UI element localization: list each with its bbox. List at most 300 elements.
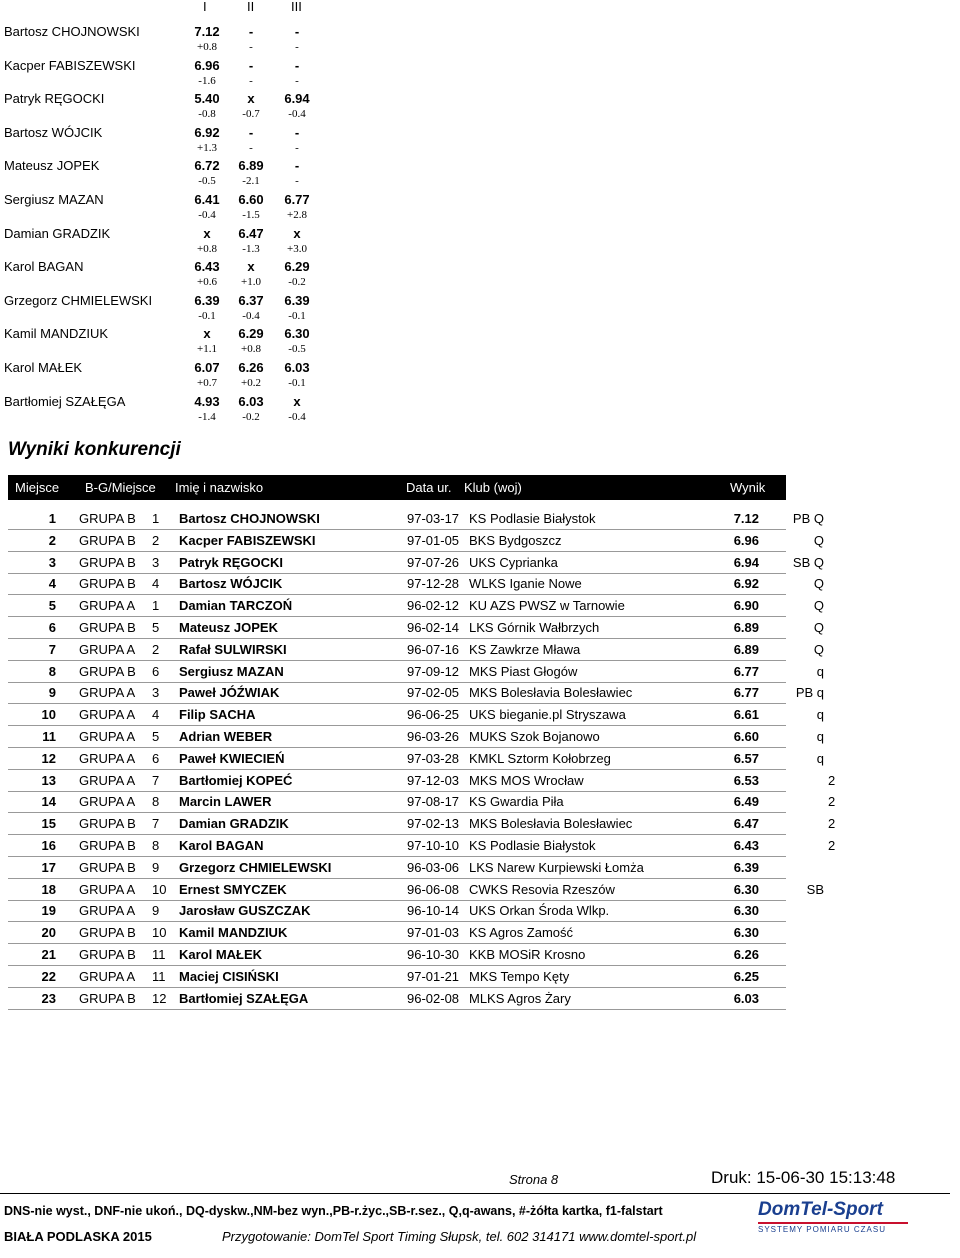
cell-dob: 97-02-05 — [407, 685, 460, 701]
cell-group: GRUPA B — [79, 859, 136, 875]
cell-note: Q — [813, 532, 824, 548]
attempt-wind: -0.2 — [242, 410, 260, 423]
cell-club: MLKS Agros Żary — [469, 990, 571, 1006]
cell-dob: 96-02-08 — [407, 990, 460, 1006]
cell-dob: 97-10-10 — [407, 838, 460, 853]
attempt-header-2: II — [247, 0, 255, 14]
attempt-wind: -0.4 — [288, 410, 306, 423]
cell-note: PB Q — [792, 511, 824, 526]
attempt-mark: 6.30 — [284, 326, 310, 342]
cell-group: GRUPA B — [79, 663, 136, 679]
cell-result: 6.60 — [733, 729, 759, 744]
cell-note: q — [816, 750, 824, 766]
attempt-athlete-name: Karol MAŁEK — [4, 360, 83, 375]
cell-result: 6.96 — [733, 532, 759, 548]
section-title: Wyniki konkurencji — [8, 439, 181, 460]
attempt-wind: -0.5 — [288, 343, 306, 356]
cell-place: 8 — [48, 663, 56, 679]
attempt-mark: 4.93 — [194, 393, 220, 409]
attempt-mark: 7.12 — [194, 24, 220, 39]
attempt-wind: +0.8 — [197, 242, 217, 255]
cell-group: GRUPA B — [79, 532, 136, 548]
attempt-mark: x — [247, 91, 255, 107]
table-row — [8, 944, 786, 966]
cell-place: 3 — [48, 554, 56, 570]
attempt-mark: 6.37 — [238, 292, 264, 308]
attempt-header-1: I — [203, 0, 207, 14]
cell-group: GRUPA B — [79, 576, 136, 592]
attempt-wind: +1.3 — [197, 141, 217, 154]
cell-name: Kamil MANDZIUK — [179, 925, 288, 941]
logo-subtext: SYSTEMY POMIARU CZASU — [758, 1225, 886, 1234]
cell-place: 1 — [48, 511, 56, 526]
cell-group: GRUPA A — [79, 729, 136, 744]
table-row — [8, 704, 824, 726]
attempt-wind: - — [249, 74, 253, 87]
cell-dob: 97-02-13 — [407, 816, 460, 832]
cell-gp: 9 — [152, 859, 160, 875]
table-row — [8, 791, 836, 813]
cell-pts: 2 — [828, 772, 836, 788]
cell-club: WLKS Iganie Nowe — [469, 576, 582, 592]
attempt-athlete-name: Mateusz JOPEK — [4, 158, 100, 174]
attempt-wind: -1.6 — [198, 74, 216, 87]
cell-gp: 3 — [152, 554, 160, 570]
cell-gp: 10 — [152, 925, 167, 941]
cell-result: 7.12 — [733, 511, 759, 526]
cell-name: Bartosz CHOJNOWSKI — [179, 511, 320, 526]
attempt-wind: -1.3 — [242, 242, 260, 255]
footer-rule-top — [0, 1193, 950, 1194]
cell-pts: 2 — [828, 816, 836, 832]
cell-result: 6.25 — [733, 968, 759, 984]
cell-group: GRUPA A — [79, 750, 136, 766]
cell-gp: 6 — [152, 750, 160, 766]
header-name: Imię i nazwisko — [175, 480, 264, 495]
cell-gp: 1 — [152, 511, 160, 526]
cell-name: Bartłomiej SZAŁĘGA — [179, 990, 309, 1006]
attempt-wind: +0.8 — [241, 343, 261, 356]
attempt-mark: x — [247, 259, 255, 275]
attempt-mark: x — [293, 225, 301, 241]
header-dob: Data ur. — [406, 480, 452, 495]
cell-club: KMKL Sztorm Kołobrzeg — [469, 750, 611, 766]
attempt-mark: 6.41 — [194, 192, 220, 207]
attempt-athlete-name: Patryk RĘGOCKI — [4, 91, 105, 107]
cell-result: 6.77 — [733, 685, 759, 701]
cell-place: 23 — [41, 990, 56, 1006]
table-row — [8, 879, 824, 901]
attempt-mark: 6.96 — [194, 57, 220, 73]
table-row — [8, 922, 786, 944]
cell-gp: 4 — [152, 707, 160, 723]
cell-club: MUKS Szok Bojanowo — [469, 729, 600, 744]
cell-name: Paweł KWIECIEŃ — [179, 750, 285, 766]
attempt-mark: 6.47 — [238, 225, 264, 241]
cell-group: GRUPA A — [79, 641, 136, 657]
table-row — [8, 552, 824, 574]
cell-result: 6.49 — [733, 794, 759, 810]
cell-name: Patryk RĘGOCKI — [179, 554, 284, 570]
cell-gp: 5 — [152, 729, 160, 744]
cell-name: Grzegorz CHMIELEWSKI — [179, 859, 332, 875]
cell-club: LKS Narew Kurpiewski Łomża — [469, 859, 644, 875]
attempt-athlete-name: Bartosz CHOJNOWSKI — [4, 24, 140, 39]
attempt-wind: -0.1 — [288, 377, 306, 389]
attempt-wind: -0.4 — [242, 309, 260, 322]
logo-underline — [758, 1222, 908, 1224]
cell-result: 6.94 — [733, 554, 759, 570]
cell-result: 6.26 — [733, 947, 759, 962]
attempt-mark: 6.72 — [194, 158, 220, 174]
table-row — [8, 661, 824, 683]
cell-place: 4 — [48, 576, 56, 592]
attempt-mark: 6.29 — [284, 259, 310, 275]
table-row — [8, 639, 824, 661]
attempt-wind: - — [249, 141, 253, 154]
cell-place: 17 — [41, 859, 56, 875]
cell-dob: 96-02-14 — [407, 620, 460, 635]
cell-place: 21 — [41, 947, 56, 962]
cell-gp: 2 — [152, 532, 160, 548]
cell-club: KKB MOSiR Krosno — [469, 947, 586, 962]
attempt-mark: 6.39 — [284, 292, 310, 308]
cell-result: 6.89 — [733, 620, 759, 635]
cell-place: 15 — [41, 816, 56, 832]
cell-group: GRUPA A — [79, 685, 136, 701]
cell-note: Q — [813, 641, 824, 657]
cell-name: Bartosz WÓJCIK — [179, 576, 283, 592]
cell-group: GRUPA B — [79, 554, 136, 570]
attempt-wind: +0.7 — [197, 377, 217, 389]
cell-place: 10 — [41, 707, 56, 723]
attempt-mark: 6.26 — [238, 360, 264, 375]
cell-name: Karol MAŁEK — [179, 947, 263, 962]
attempt-mark: 6.39 — [194, 292, 220, 308]
cell-gp: 11 — [152, 947, 166, 962]
cell-note: q — [816, 729, 824, 744]
cell-gp: 10 — [152, 881, 167, 897]
cell-club: MKS Tempo Kęty — [469, 968, 570, 984]
cell-dob: 97-03-17 — [407, 511, 460, 526]
cell-club: KS Gwardia Piła — [469, 794, 564, 810]
attempt-mark: 6.77 — [284, 192, 310, 207]
attempt-mark: 6.03 — [238, 393, 264, 409]
attempt-wind: - — [249, 41, 253, 53]
cell-dob: 97-07-26 — [407, 554, 460, 570]
attempt-wind: - — [295, 141, 299, 154]
cell-group: GRUPA B — [79, 925, 136, 941]
table-row — [8, 857, 786, 879]
attempt-wind: -2.1 — [242, 175, 260, 188]
cell-dob: 96-07-16 — [407, 641, 460, 657]
attempt-wind: - — [295, 41, 299, 53]
attempt-mark: - — [294, 124, 300, 140]
attempt-mark: - — [294, 24, 300, 39]
cell-result: 6.30 — [733, 903, 759, 919]
cell-place: 9 — [48, 685, 56, 701]
cell-place: 13 — [41, 772, 56, 788]
cell-name: Damian TARCZOŃ — [179, 598, 293, 614]
cell-group: GRUPA A — [79, 968, 136, 984]
attempt-wind: - — [295, 74, 299, 87]
cell-gp: 12 — [152, 990, 167, 1006]
attempt-mark: 6.94 — [284, 91, 310, 107]
table-row — [8, 508, 824, 530]
event-name: BIAŁA PODLASKA 2015 — [4, 1229, 152, 1244]
cell-gp: 8 — [152, 838, 160, 853]
table-row — [8, 617, 824, 639]
cell-dob: 97-03-28 — [407, 750, 460, 766]
cell-place: 14 — [41, 794, 56, 810]
table-row — [8, 966, 786, 988]
cell-dob: 97-09-12 — [407, 663, 460, 679]
cell-club: KS Podlasie Białystok — [469, 838, 596, 853]
cell-club: UKS bieganie.pl Stryszawa — [469, 707, 626, 723]
cell-place: 2 — [48, 532, 56, 548]
prepared-by: Przygotowanie: DomTel Sport Timing Słupsk, tel. 602 314171 www.domtel-sport.pl — [222, 1229, 697, 1244]
table-row — [8, 813, 836, 835]
attempt-mark: - — [294, 57, 300, 73]
print-timestamp: Druk: 15-06-30 15:13:48 — [711, 1168, 896, 1187]
cell-result: 6.92 — [733, 576, 759, 592]
logo-text: DomTel-Sport — [758, 1199, 883, 1220]
attempt-athlete-name: Grzegorz CHMIELEWSKI — [4, 292, 153, 308]
cell-note: Q — [813, 598, 824, 614]
cell-club: MKS Piast Głogów — [469, 663, 578, 679]
cell-dob: 97-12-03 — [407, 772, 460, 788]
attempt-wind: -0.1 — [198, 309, 216, 322]
attempt-wind: +0.8 — [197, 41, 217, 53]
cell-name: Bartłomiej KOPEĆ — [179, 772, 293, 788]
cell-result: 6.47 — [733, 816, 759, 832]
attempt-athlete-name: Kacper FABISZEWSKI — [4, 57, 136, 73]
attempt-athlete-name: Bartosz WÓJCIK — [4, 124, 103, 140]
table-row — [8, 595, 824, 617]
attempt-mark: 6.60 — [238, 192, 264, 207]
cell-club: UKS Cyprianka — [469, 554, 558, 570]
attempt-wind: +3.0 — [287, 242, 307, 255]
table-row — [8, 726, 824, 748]
cell-gp: 5 — [152, 620, 160, 635]
cell-name: Sergiusz MAZAN — [179, 663, 284, 679]
attempt-mark: 5.40 — [194, 91, 220, 107]
attempt-header-3: III — [291, 0, 302, 14]
cell-club: KS Agros Zamość — [469, 925, 574, 941]
cell-group: GRUPA B — [79, 838, 136, 853]
table-row — [8, 835, 836, 857]
cell-place: 22 — [41, 968, 56, 984]
attempt-wind: -0.7 — [242, 108, 260, 121]
table-row — [8, 530, 824, 552]
attempt-wind: +1.0 — [241, 276, 261, 289]
cell-dob: 96-02-12 — [407, 598, 460, 614]
cell-name: Rafał SULWIRSKI — [179, 641, 287, 657]
cell-gp: 9 — [152, 903, 160, 919]
attempt-mark: - — [248, 124, 254, 140]
cell-result: 6.43 — [733, 838, 759, 853]
cell-group: GRUPA B — [79, 816, 136, 832]
attempt-mark: x — [203, 326, 211, 342]
header-result: Wynik — [730, 480, 766, 495]
attempt-mark: - — [248, 57, 254, 73]
cell-club: MKS Bolesłavia Bolesławiec — [469, 816, 633, 832]
cell-group: GRUPA B — [79, 511, 136, 526]
cell-name: Marcin LAWER — [179, 794, 272, 810]
cell-group: GRUPA B — [79, 990, 136, 1006]
attempt-athlete-name: Damian GRADZIK — [4, 225, 111, 241]
cell-club: LKS Górnik Wałbrzych — [469, 620, 600, 635]
cell-result: 6.39 — [733, 859, 759, 875]
attempt-mark: 6.03 — [284, 360, 310, 375]
cell-result: 6.61 — [733, 707, 759, 723]
domtel-logo — [758, 1199, 938, 1241]
cell-club: KS Zawkrze Mława — [469, 641, 581, 657]
cell-club: MKS Bolesłavia Bolesławiec — [469, 685, 633, 701]
cell-name: Kacper FABISZEWSKI — [179, 532, 316, 548]
cell-name: Adrian WEBER — [179, 729, 273, 744]
attempt-wind: -0.8 — [198, 108, 216, 121]
cell-group: GRUPA A — [79, 903, 136, 919]
cell-result: 6.53 — [733, 772, 759, 788]
cell-name: Damian GRADZIK — [179, 816, 289, 832]
cell-group: GRUPA A — [79, 772, 136, 788]
attempt-mark: x — [293, 393, 301, 409]
cell-note: SB Q — [792, 554, 824, 570]
cell-place: 7 — [48, 641, 56, 657]
cell-note: Q — [813, 576, 824, 592]
header-bg: B-G/Miejsce — [85, 480, 156, 495]
attempt-wind: -0.5 — [198, 175, 216, 188]
cell-place: 5 — [48, 598, 56, 614]
header-club: Klub (woj) — [464, 480, 522, 495]
results-table-header — [8, 475, 786, 500]
cell-dob: 96-06-25 — [407, 707, 460, 723]
attempt-athlete-name: Kamil MANDZIUK — [4, 326, 109, 342]
cell-note: Q — [813, 620, 824, 635]
cell-dob: 96-10-14 — [407, 903, 460, 919]
attempt-mark: x — [203, 225, 211, 241]
cell-dob: 96-06-08 — [407, 881, 460, 897]
cell-place: 19 — [41, 903, 56, 919]
cell-club: BKS Bydgoszcz — [469, 532, 562, 548]
cell-group: GRUPA A — [79, 794, 136, 810]
attempt-wind: -0.4 — [198, 209, 216, 221]
cell-dob: 97-01-05 — [407, 532, 460, 548]
attempt-wind: -1.4 — [198, 410, 216, 423]
cell-name: Ernest SMYCZEK — [179, 881, 287, 897]
attempt-wind: +1.1 — [197, 343, 217, 356]
cell-dob: 97-08-17 — [407, 794, 460, 810]
cell-group: GRUPA A — [79, 598, 136, 614]
cell-note: q — [816, 707, 824, 723]
table-row — [8, 900, 786, 922]
cell-result: 6.03 — [733, 990, 759, 1006]
cell-name: Karol BAGAN — [179, 838, 264, 853]
cell-name: Filip SACHA — [179, 707, 256, 723]
cell-dob: 96-03-26 — [407, 729, 460, 744]
table-row — [8, 770, 836, 792]
cell-result: 6.57 — [733, 750, 759, 766]
cell-place: 11 — [42, 729, 56, 744]
cell-gp: 8 — [152, 794, 160, 810]
cell-place: 12 — [41, 750, 56, 766]
attempt-mark: - — [294, 158, 300, 174]
attempt-athlete-name: Bartłomiej SZAŁĘGA — [4, 393, 126, 409]
attempt-wind: +0.6 — [197, 276, 217, 289]
cell-gp: 6 — [152, 663, 160, 679]
cell-club: MKS MOS Wrocław — [469, 772, 584, 788]
table-row — [8, 573, 824, 595]
attempt-mark: 6.07 — [194, 360, 220, 375]
attempt-athlete-name: Sergiusz MAZAN — [4, 192, 104, 207]
cell-gp: 7 — [152, 816, 160, 832]
cell-dob: 97-12-28 — [407, 576, 460, 592]
attempt-mark: 6.43 — [194, 259, 220, 275]
cell-dob: 97-01-21 — [407, 968, 460, 984]
cell-result: 6.30 — [733, 925, 759, 941]
cell-gp: 3 — [152, 685, 160, 701]
table-row — [8, 682, 824, 704]
attempt-mark: - — [248, 24, 254, 39]
footer-legend: DNS-nie wyst., DNF-nie ukoń., DQ-dyskw.,NM-bez wyn.,PB-r.życ.,SB-r.sez., Q,q-awans, #-żółta kartka, f1-falstart — [4, 1204, 663, 1218]
cell-group: GRUPA B — [79, 947, 136, 962]
cell-name: Jarosław GUSZCZAK — [179, 903, 311, 919]
cell-gp: 1 — [152, 598, 160, 614]
cell-club: KU AZS PWSZ w Tarnowie — [469, 598, 625, 614]
cell-place: 20 — [41, 925, 56, 941]
cell-group: GRUPA B — [79, 620, 136, 635]
attempt-mark: 6.92 — [194, 124, 220, 140]
attempt-wind: - — [295, 175, 299, 188]
cell-name: Paweł JÓŹWIAK — [179, 685, 280, 701]
cell-group: GRUPA A — [79, 707, 136, 723]
cell-result: 6.89 — [733, 641, 759, 657]
cell-dob: 96-10-30 — [407, 947, 460, 962]
cell-pts: 2 — [828, 794, 836, 810]
cell-result: 6.30 — [733, 881, 759, 897]
cell-group: GRUPA A — [79, 881, 136, 897]
cell-gp: 4 — [152, 576, 160, 592]
attempt-wind: -0.1 — [288, 309, 306, 322]
cell-pts: 2 — [828, 838, 836, 853]
cell-result: 6.90 — [733, 598, 759, 614]
cell-dob: 96-03-06 — [407, 859, 460, 875]
cell-note: SB — [806, 881, 824, 897]
cell-note: q — [816, 663, 824, 679]
attempt-wind: -1.5 — [242, 209, 260, 221]
cell-gp: 11 — [152, 968, 166, 984]
cell-name: Mateusz JOPEK — [179, 620, 278, 635]
attempt-wind: -0.4 — [288, 108, 306, 121]
cell-club: UKS Orkan Środa Wlkp. — [469, 903, 610, 919]
attempt-mark: 6.29 — [238, 326, 264, 342]
table-row — [8, 748, 824, 770]
attempt-mark: 6.89 — [238, 158, 264, 174]
cell-place: 6 — [48, 620, 56, 635]
cell-club: KS Podlasie Białystok — [469, 511, 596, 526]
table-row — [8, 988, 786, 1010]
cell-gp: 2 — [152, 641, 160, 657]
cell-note: PB q — [795, 685, 824, 701]
attempt-wind: -0.2 — [288, 276, 306, 289]
cell-gp: 7 — [152, 772, 160, 788]
cell-place: 18 — [41, 881, 56, 897]
cell-place: 16 — [41, 838, 56, 853]
attempt-wind: +0.2 — [241, 377, 261, 389]
header-miejsce: Miejsce — [15, 480, 60, 495]
page-number: Strona 8 — [509, 1172, 559, 1187]
